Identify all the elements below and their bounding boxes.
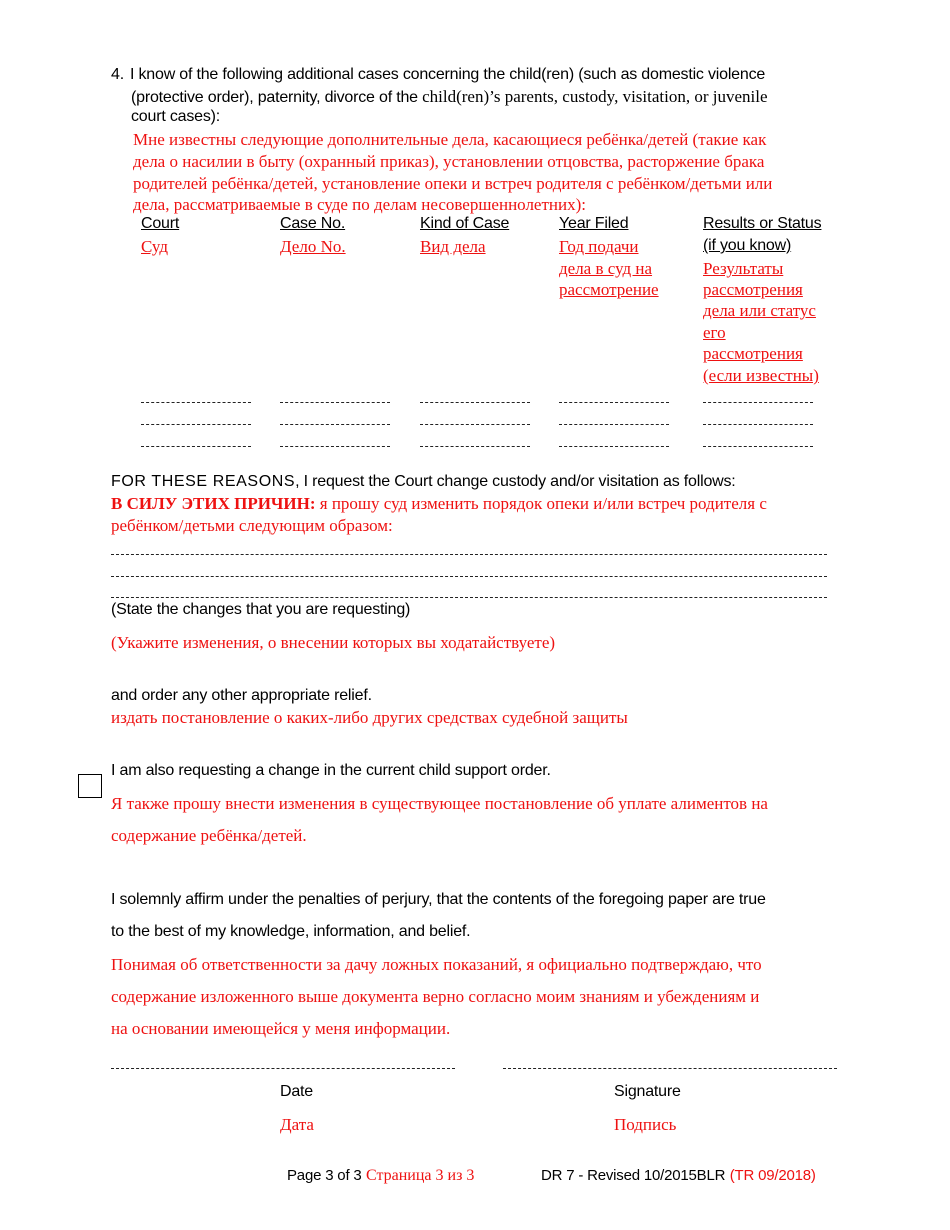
row1-year-field[interactable] [559, 402, 669, 403]
signature-label-ru: Подпись [614, 1115, 677, 1134]
reasons-en [111, 473, 736, 491]
row2-kind-field[interactable] [420, 424, 530, 425]
affirmation-en-line2: to the best of my knowledge, information, and belief. [111, 923, 471, 940]
changes-line-1[interactable] [111, 554, 827, 555]
reasons-en-rest: , I request the Court change custody and/or visitation as follows: [295, 473, 736, 490]
col-year-header-ru-3: рассмотрение [559, 280, 659, 299]
footer-page-ru: Страница 3 из 3 [365, 1167, 475, 1184]
date-label-en: Date [280, 1083, 313, 1100]
reasons-ru-rest: я прошу суд изменить порядок опеки и/или встреч родителя с [315, 494, 767, 513]
item4-en-line2 [131, 87, 768, 107]
row1-results-field[interactable] [703, 402, 813, 403]
affirmation-ru-line3: на основании имеющейся у меня информации. [111, 1019, 451, 1038]
row3-court-field[interactable] [141, 446, 251, 447]
col-kind-header-ru: Вид дела [420, 237, 486, 256]
row3-kind-field[interactable] [420, 446, 530, 447]
date-label-ru: Дата [280, 1115, 314, 1134]
item4-ru-line1: Мне известны следующие дополнительные дела, касающиеся ребёнка/детей (такие как [133, 130, 767, 149]
row1-court-field[interactable] [141, 402, 251, 403]
row2-court-field[interactable] [141, 424, 251, 425]
col-results-header-ru-2: рассмотрения [703, 280, 803, 299]
row1-case-field[interactable] [280, 402, 390, 403]
item4-ru-line4: дела, рассматриваемые в суде по делам несовершеннолетних): [133, 195, 586, 214]
row2-year-field[interactable] [559, 424, 669, 425]
col-case-no-header-ru: Дело No. [280, 237, 346, 256]
relief-ru: издать постановление о каких-либо других средствах судебной защиты [111, 708, 628, 727]
col-results-header-2: (if you know) [703, 237, 792, 254]
col-year-header: Year Filed [559, 215, 629, 232]
item4-en-line2-b: child(ren)’s parents, custody, visitation, or juvenile [422, 87, 768, 106]
child-support-en: I am also requesting a change in the current child support order. [111, 762, 551, 779]
col-case-no-header: Case No. [280, 215, 346, 232]
col-results-header: Results or Status [703, 215, 822, 232]
relief-en: and order any other appropriate relief. [111, 687, 372, 704]
row2-case-field[interactable] [280, 424, 390, 425]
signature-label-en: Signature [614, 1083, 681, 1100]
child-support-ru-line2: содержание ребёнка/детей. [111, 826, 307, 845]
footer-translation: (TR 09/2018) [729, 1167, 816, 1184]
reasons-ru-bold: В СИЛУ ЭТИХ ПРИЧИН: [111, 494, 316, 513]
item4-en-line3: court cases): [131, 108, 220, 125]
reasons-ru [111, 494, 767, 514]
state-changes-ru: (Укажите изменения, о внесении которых вы ходатайствуете) [111, 633, 556, 652]
child-support-checkbox[interactable] [78, 774, 102, 798]
col-results-header-ru-1: Результаты [703, 259, 784, 278]
item4-en-line2-a: (protective order), paternity, divorce of the [131, 89, 423, 106]
col-results-header-ru-4: его [703, 323, 726, 342]
col-court-header: Court [141, 215, 180, 232]
row2-results-field[interactable] [703, 424, 813, 425]
footer-form [541, 1167, 816, 1185]
row3-results-field[interactable] [703, 446, 813, 447]
item4-ru-line2: дела о насилии в быту (охранный приказ), установлении отцовства, расторжение брака [133, 152, 765, 171]
changes-line-3[interactable] [111, 597, 827, 598]
row1-kind-field[interactable] [420, 402, 530, 403]
footer-page [287, 1167, 474, 1185]
col-kind-header: Kind of Case [420, 215, 510, 232]
reasons-en-caps: FOR THESE REASONS [111, 473, 296, 490]
item4-ru-line3: родителей ребёнка/детей, установление опеки и встреч родителя с ребёнком/детьми или [133, 174, 773, 193]
col-court-header-ru: Суд [141, 237, 168, 256]
changes-line-2[interactable] [111, 576, 827, 577]
col-results-header-ru-6: (если известны) [703, 366, 819, 385]
col-year-header-ru-1: Год подачи [559, 237, 639, 256]
row3-year-field[interactable] [559, 446, 669, 447]
item4-en-line1: I know of the following additional cases concerning the child(ren) (such as domestic violence [130, 66, 766, 83]
reasons-ru-line2: ребёнком/детьми следующим образом: [111, 516, 393, 535]
footer-form-id: DR 7 - Revised 10/2015BLR [541, 1167, 726, 1184]
signature-line[interactable] [503, 1068, 837, 1069]
child-support-ru-line1: Я также прошу внести изменения в существующее постановление об уплате алиментов на [111, 794, 768, 813]
date-line[interactable] [111, 1068, 455, 1069]
footer-page-en: Page 3 of 3 [287, 1167, 362, 1184]
col-results-header-ru-5: рассмотрения [703, 344, 803, 363]
col-results-header-ru-3: дела или статус [703, 301, 816, 320]
col-year-header-ru-2: дела в суд на [559, 259, 653, 278]
affirmation-en-line1: I solemnly affirm under the penalties of perjury, that the contents of the foregoing paper are true [111, 891, 766, 908]
item4-number: 4. [111, 66, 124, 83]
state-changes-en: (State the changes that you are requesting) [111, 601, 411, 618]
affirmation-ru-line1: Понимая об ответственности за дачу ложных показаний, я официально подтверждаю, что [111, 955, 762, 974]
affirmation-ru-line2: содержание изложенного выше документа верно согласно моим знаниям и убеждениям и [111, 987, 760, 1006]
row3-case-field[interactable] [280, 446, 390, 447]
